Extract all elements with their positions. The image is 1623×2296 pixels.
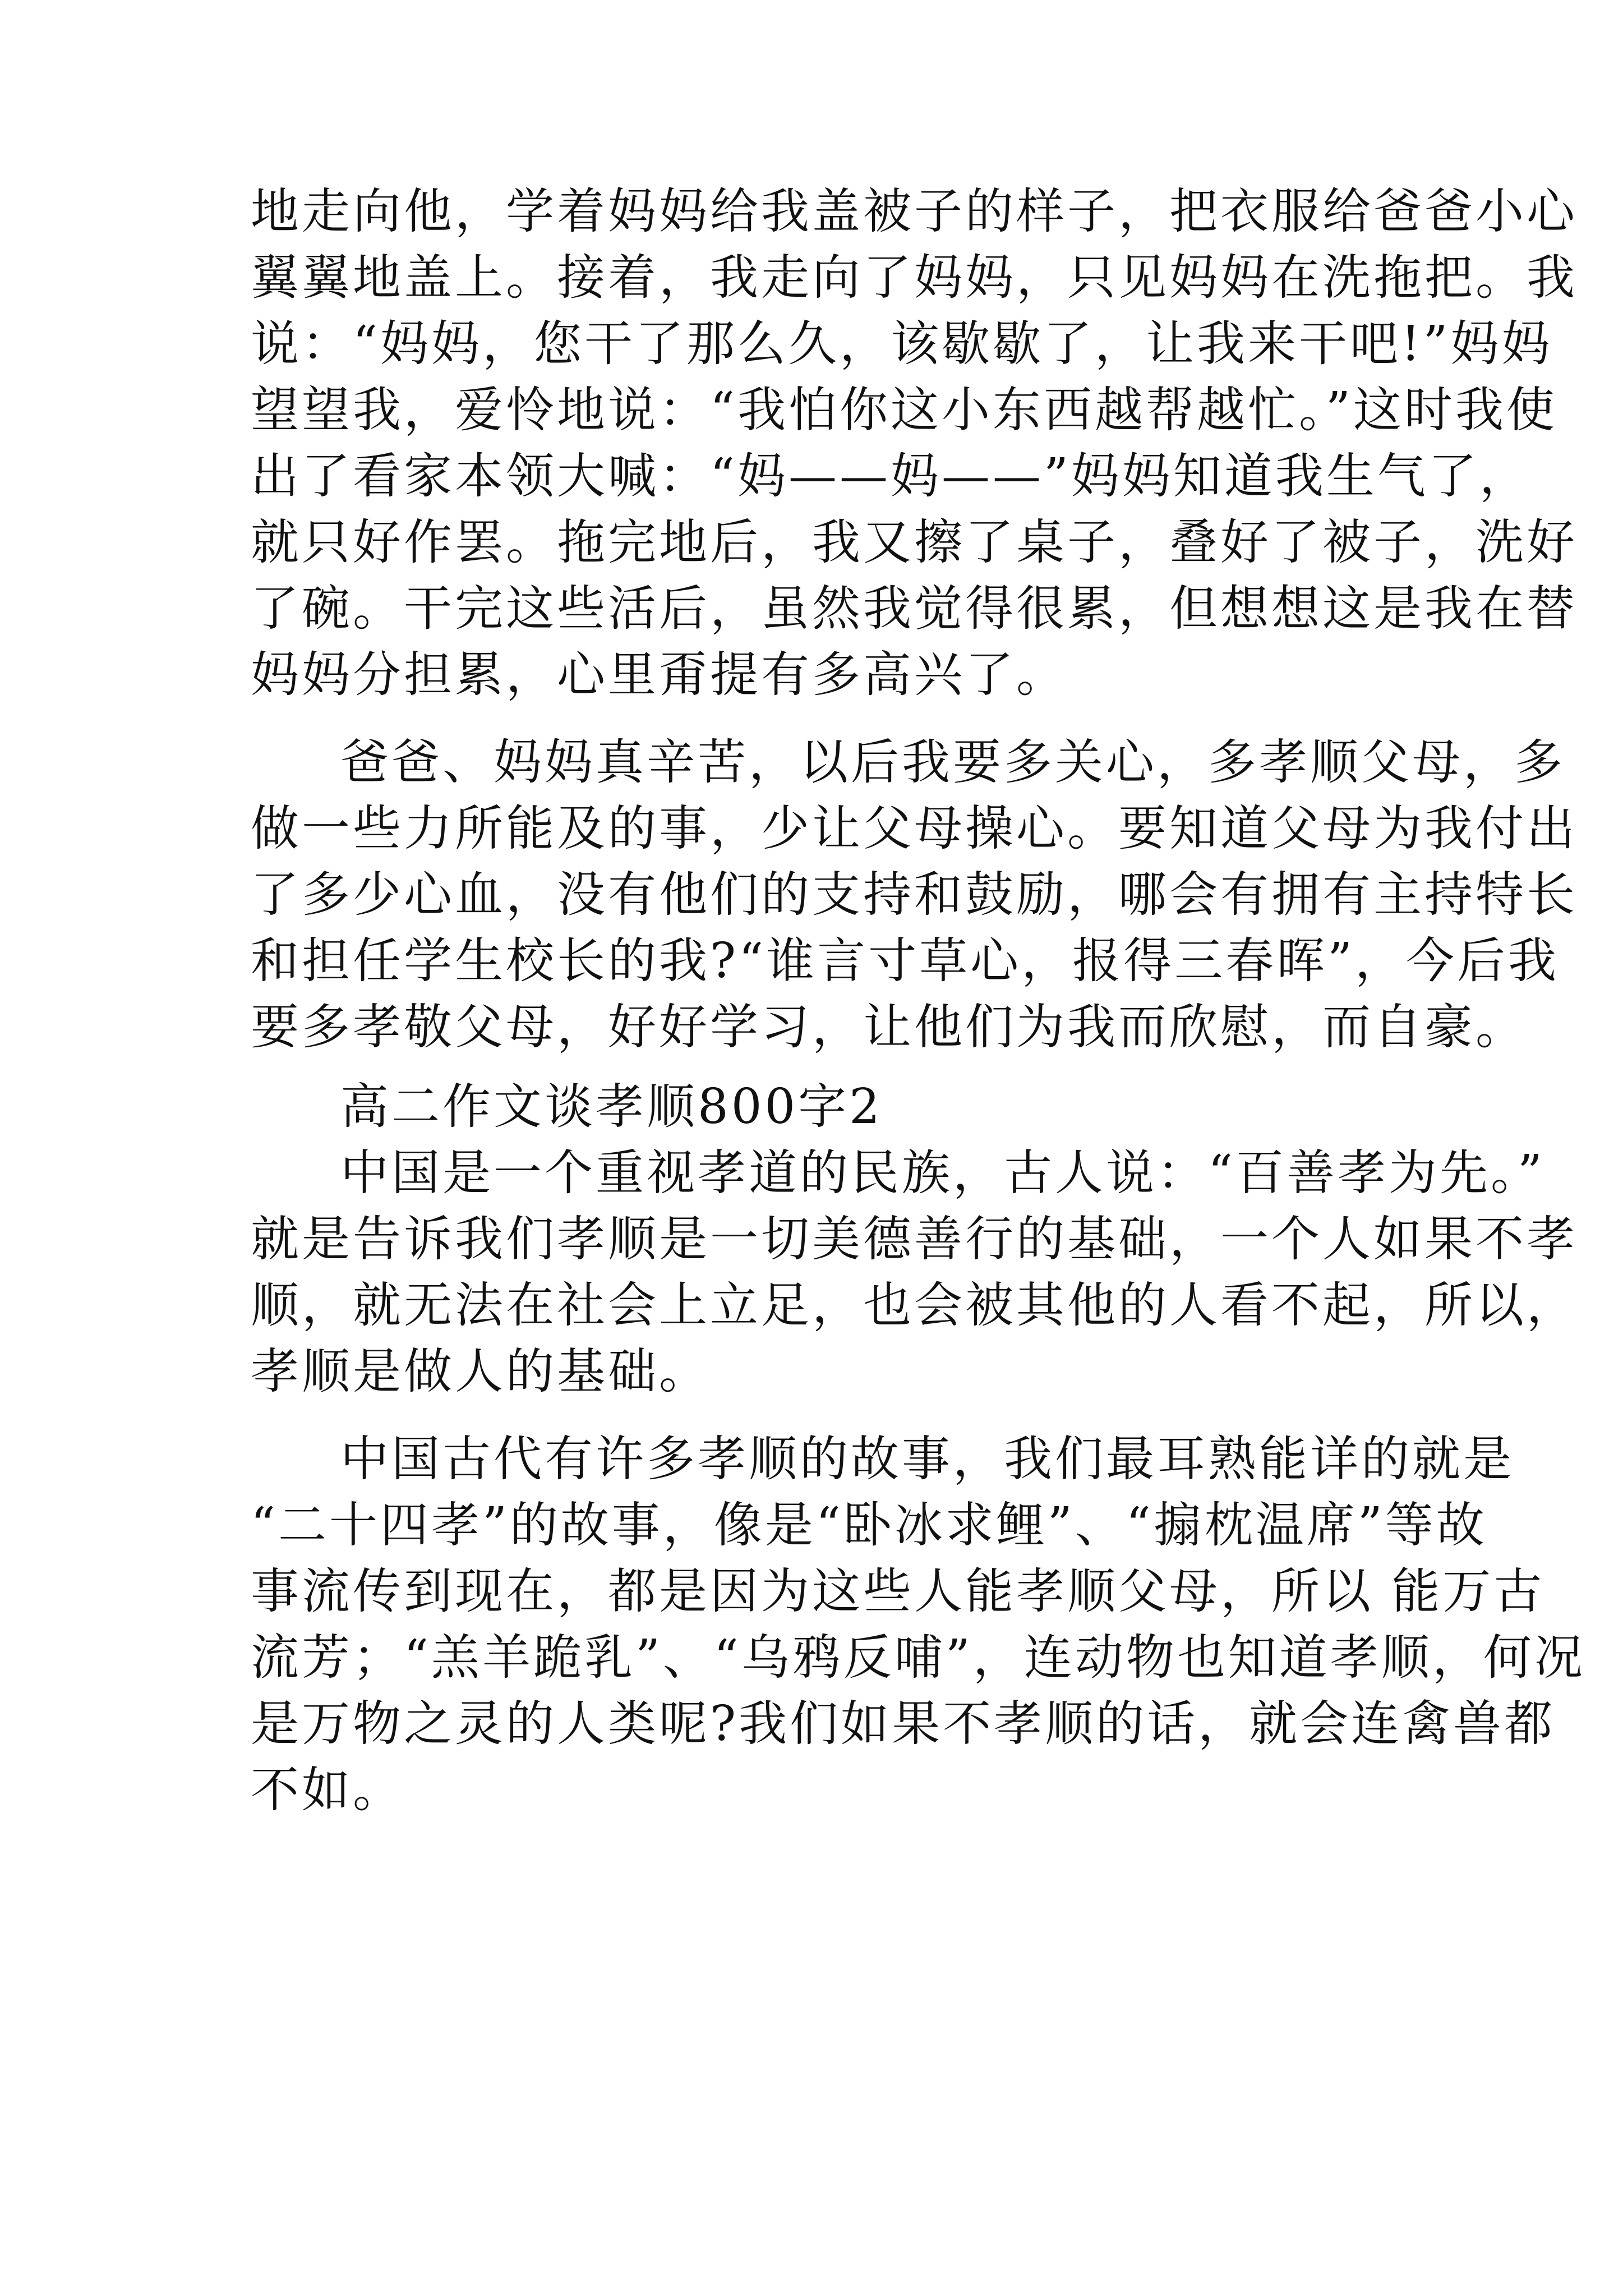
paragraph-1-line-5: 出了看家本领大喊：“妈——妈——”妈妈知道我生气了， [251,448,1530,504]
document-body [251,178,1585,1823]
paragraph-4-line-3: 事流传到现在，都是因为这些人能孝顺父母，所以 能万古 [251,1563,1545,1619]
paragraph-2-line-3: 了多少心血，没有他们的支持和鼓励，哪会有拥有主持特长 [251,867,1578,923]
paragraph-2-line-2: 做一些力所能及的事，少让父母操心。要知道父母为我付出 [251,800,1578,857]
paragraph-1-line-6: 就只好作罢。拖完地后，我又擦了桌子，叠好了被子，洗好 [251,514,1578,570]
paragraph-4-line-4: 流芳；“羔羊跪乳”、“乌鸦反哺”，连动物也知道孝顺，何况 [251,1630,1585,1686]
paragraph-4-line-2: “二十四孝”的故事，像是“卧冰求鲤”、“搧枕温席”等故 [251,1497,1487,1553]
paragraph-3-line-1: 中国是一个重视孝道的民族，古人说：“百善孝为先。” [340,1145,1545,1201]
paragraph-3-line-3: 顺，就无法在社会上立足，也会被其他的人看不起，所以， [251,1277,1578,1333]
section-heading: 高二作文谈孝顺800字2 [340,1079,883,1135]
paragraph-1-line-4: 望望我，爱怜地说：“我怕你这小东西越帮越忙。”这时我使 [251,382,1557,438]
paragraph-1-line-2: 翼翼地盖上。接着，我走向了妈妈，只见妈妈在洗拖把。我 [251,250,1578,306]
paragraph-4-line-5: 是万物之灵的人类呢?我们如果不孝顺的话，就会连禽兽都 [251,1696,1556,1752]
paragraph-2-line-4: 和担任学生校长的我?“谁言寸草心，报得三春晖”，今后我 [251,933,1560,989]
paragraph-1-line-8: 妈妈分担累，心里甭提有多高兴了。 [251,647,1067,703]
paragraph-2-line-5: 要多孝敬父母，好好学习，让他们为我而欣慰，而自豪。 [251,999,1527,1055]
paragraph-1-line-7: 了碗。干完这些活后，虽然我觉得很累，但想想这是我在替 [251,581,1578,637]
paragraph-gap [251,708,1400,729]
paragraph-1-line-1: 地走向他，学着妈妈给我盖被子的样子，把衣服给爸爸小心 [251,183,1578,240]
paragraph-3-line-4: 孝顺是做人的基础。 [251,1343,710,1400]
paragraph-gap [251,1060,1400,1074]
paragraph-4-line-6: 不如。 [251,1762,404,1818]
paragraph-4-line-1: 中国古代有许多孝顺的故事，我们最耳熟能详的就是 [340,1431,1514,1487]
paragraph-1-line-3: 说：“妈妈，您干了那么久，该歇歇了，让我来干吧!”妈妈 [251,316,1553,372]
paragraph-gap [251,1405,1400,1426]
paragraph-2-line-1: 爸爸、妈妈真辛苦，以后我要多关心，多孝顺父母，多 [340,734,1565,790]
paragraph-3-line-2: 就是告诉我们孝顺是一切美德善行的基础，一个人如果不孝 [251,1211,1578,1267]
